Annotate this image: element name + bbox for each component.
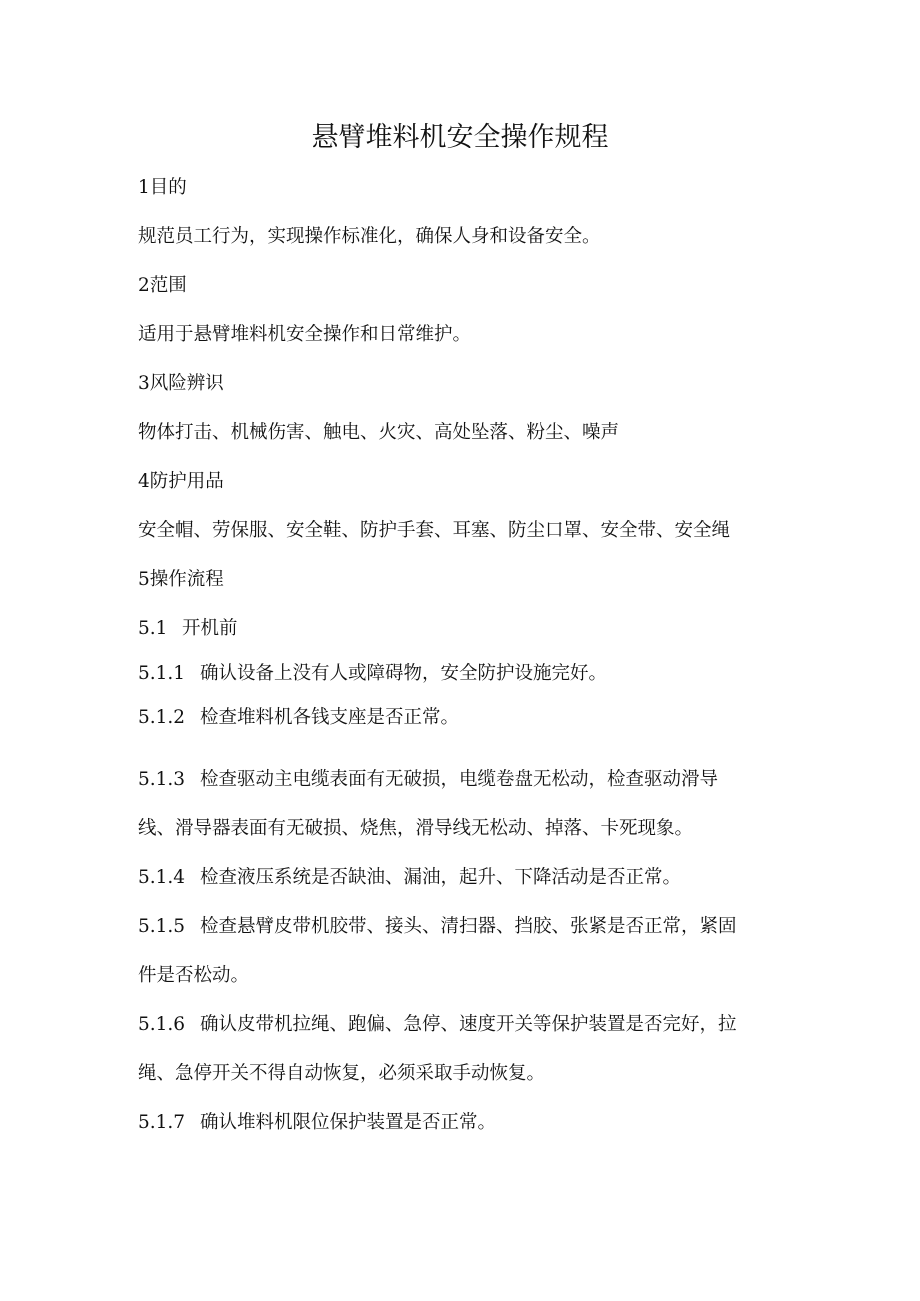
step-text: 检查堆料机各钱支座是否正常。	[200, 707, 460, 728]
step-5-1-1	[138, 660, 607, 688]
step-number: 5.1.6	[138, 1014, 186, 1035]
step-number: 5.1.3	[138, 769, 186, 790]
section-2-body: 适用于悬臂堆料机安全操作和日常维护。	[138, 324, 472, 345]
document-title: 悬臂堆料机安全操作规程	[311, 122, 609, 153]
section-1-heading: 1目的	[138, 177, 187, 198]
step-number: 5.1	[138, 618, 168, 639]
step-text: 确认设备上没有人或障碍物，安全防护设施完好。	[200, 663, 608, 684]
step-text: 检查液压系统是否缺油、漏油，起升、下降活动是否正常。	[200, 867, 682, 888]
section-4-body: 安全帽、劳保服、安全鞋、防护手套、耳塞、防尘口罩、安全带、安全绳	[138, 520, 731, 541]
step-text: 检查驱动主电缆表面有无破损，电缆卷盘无松动，检查驱动滑导	[200, 769, 719, 790]
step-5-1-6-continued: 绳、急停开关不得自动恢复，必须采取手动恢复。	[138, 1063, 546, 1084]
section-1-body: 规范员工行为，实现操作标准化，确保人身和设备安全。	[138, 226, 601, 247]
section-3-body: 物体打击、机械伤害、触电、火灾、高处坠落、粉尘、噪声	[138, 422, 620, 443]
section-5-heading: 5操作流程	[138, 569, 224, 590]
step-5-1	[138, 615, 238, 643]
step-text: 检查悬臂皮带机胶带、接头、清扫器、挡胶、张紧是否正常，紧固	[200, 916, 737, 937]
section-3-heading: 3风险辨识	[138, 373, 224, 394]
step-number: 5.1.1	[138, 663, 186, 684]
step-number: 5.1.5	[138, 916, 186, 937]
section-4-heading: 4防护用品	[138, 471, 224, 492]
step-text: 确认堆料机限位保护装置是否正常。	[200, 1112, 497, 1133]
step-5-1-6	[138, 1011, 737, 1039]
step-5-1-3-continued: 线、滑导器表面有无破损、烧焦，滑导线无松动、掉落、卡死现象。	[138, 818, 694, 839]
step-number: 5.1.7	[138, 1112, 186, 1133]
step-text: 确认皮带机拉绳、跑偏、急停、速度开关等保护装置是否完好，拉	[200, 1014, 737, 1035]
step-text: 开机前	[182, 618, 238, 639]
step-5-1-5	[138, 913, 737, 941]
step-5-1-4	[138, 864, 681, 892]
step-5-1-3	[138, 766, 718, 794]
step-5-1-7	[138, 1109, 496, 1137]
section-2-heading: 2范围	[138, 275, 187, 296]
step-number: 5.1.2	[138, 707, 186, 728]
step-5-1-5-continued: 件是否松动。	[138, 965, 250, 986]
step-number: 5.1.4	[138, 867, 186, 888]
step-5-1-2	[138, 704, 459, 732]
